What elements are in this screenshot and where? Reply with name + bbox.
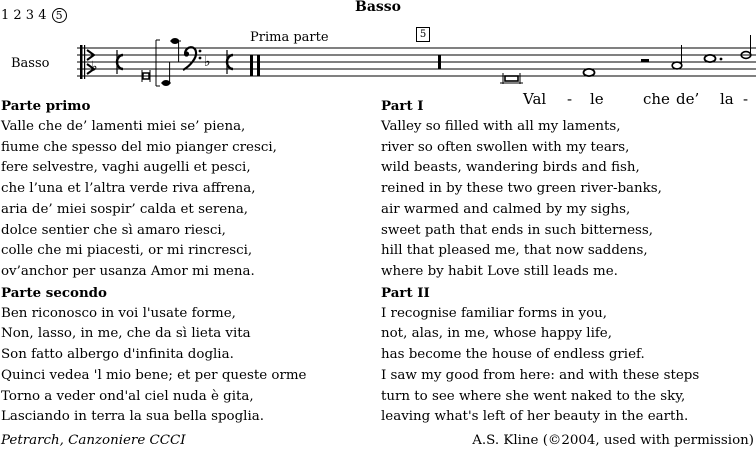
english-line: hill that pleased me, that now saddens, [381, 243, 648, 259]
english-line: I saw my good from here: and with these steps [381, 367, 700, 383]
page-title: Basso [354, 0, 401, 15]
bass-clef-icon [183, 47, 201, 70]
italian-line: Non, lasso, in me, che da sì lieta vita [1, 326, 251, 342]
rehearsal-mark: 5 [416, 27, 430, 42]
italian-line: dolce sentier che sì amaro riesci, [1, 222, 226, 238]
multi-measure-rest-icon [250, 55, 260, 76]
english-attribution: A.S. Kline (©2004, used with permission) [472, 433, 754, 448]
english-line: wild beasts, wandering birds and fish, [381, 160, 640, 176]
italian-line: fere selvestre, vaghi augelli et pesci, [1, 160, 251, 176]
breve-note-icon [500, 73, 523, 84]
section-label: Prima parte [250, 30, 329, 45]
lyric-syllable: le [590, 90, 604, 108]
english-line: has become the house of endless grief. [381, 347, 645, 362]
half-rest-icon [641, 59, 649, 62]
lyric-syllable: che [643, 90, 670, 108]
italian-line: Torno a veder ond'al ciel nuda è gita, [1, 388, 254, 404]
italian-line: Quinci vedea 'l mio bene; et per queste orme [1, 367, 307, 383]
italian-line: colle che mi piacesti, or mi rincresci, [1, 243, 253, 259]
staff-bracket [156, 40, 160, 86]
whole-note-icon [584, 69, 595, 76]
lyric-syllable: la [720, 90, 734, 108]
english-line: reined in by these two green river-banks, [381, 181, 662, 196]
half-note-icon [672, 45, 682, 69]
lyric-syllable: Val [523, 90, 547, 108]
italian-line: Valle che de’ lamenti miei se’ piena, [1, 118, 246, 134]
incipit-flat-icon: ♭ [91, 59, 98, 75]
italian-line: ov’anchor per usanza Amor mi mena. [1, 264, 255, 279]
english-line: turn to see where she went naked to the sky, [381, 388, 686, 404]
english-text-column [381, 96, 699, 428]
measure-numbers-text: 1 2 3 4 [1, 8, 47, 23]
english-line: sweet path that ends in such bitterness, [381, 222, 654, 238]
voice-name: Basso [11, 56, 50, 71]
english-heading-part1: Part I [381, 98, 424, 114]
italian-line: fiume che spesso del mio pianger cresci, [1, 139, 277, 155]
rest-end-icon [438, 55, 441, 69]
english-line: not, alas, in me, whose happy life, [381, 326, 612, 342]
italian-line: aria de’ miei sospir’ calda et serena, [1, 201, 249, 217]
italian-line: che l’una et l’altra verde riva affrena, [1, 181, 256, 196]
lyric-hyphen: - [743, 90, 749, 108]
english-line: leaving what's left of her beauty in the earth. [381, 409, 689, 425]
english-line: where by habit Love still leads me. [381, 264, 618, 279]
english-line: Valley so filled with all my laments, [381, 118, 621, 134]
italian-line: Lasciando in terra la sua bella spoglia. [1, 409, 264, 425]
circled-measure-number: 5 [52, 8, 67, 23]
english-line: river so often swollen with my tears, [381, 139, 630, 155]
dotted-whole-note-icon [705, 55, 723, 62]
lyric-syllable: de’ [676, 90, 700, 108]
english-heading-part2: Part II [381, 284, 430, 301]
lyric-hyphen: - [567, 90, 573, 108]
italian-heading-part1: Parte primo [1, 98, 91, 114]
english-line: air warmed and calmed by my sighs, [381, 201, 631, 217]
music-staff [0, 0, 756, 95]
english-line: I recognise familiar forms in you, [381, 305, 608, 321]
italian-text-column [1, 96, 306, 428]
italian-heading-part2: Parte secondo [1, 284, 107, 301]
italian-line: Ben riconosco in voi l'usate forme, [1, 305, 236, 321]
key-flat-icon: ♭ [204, 54, 211, 70]
italian-line: Son fatto albergo d'infinita doglia. [1, 347, 234, 362]
italian-attribution: Petrarch, Canzoniere CCCI [1, 433, 186, 448]
